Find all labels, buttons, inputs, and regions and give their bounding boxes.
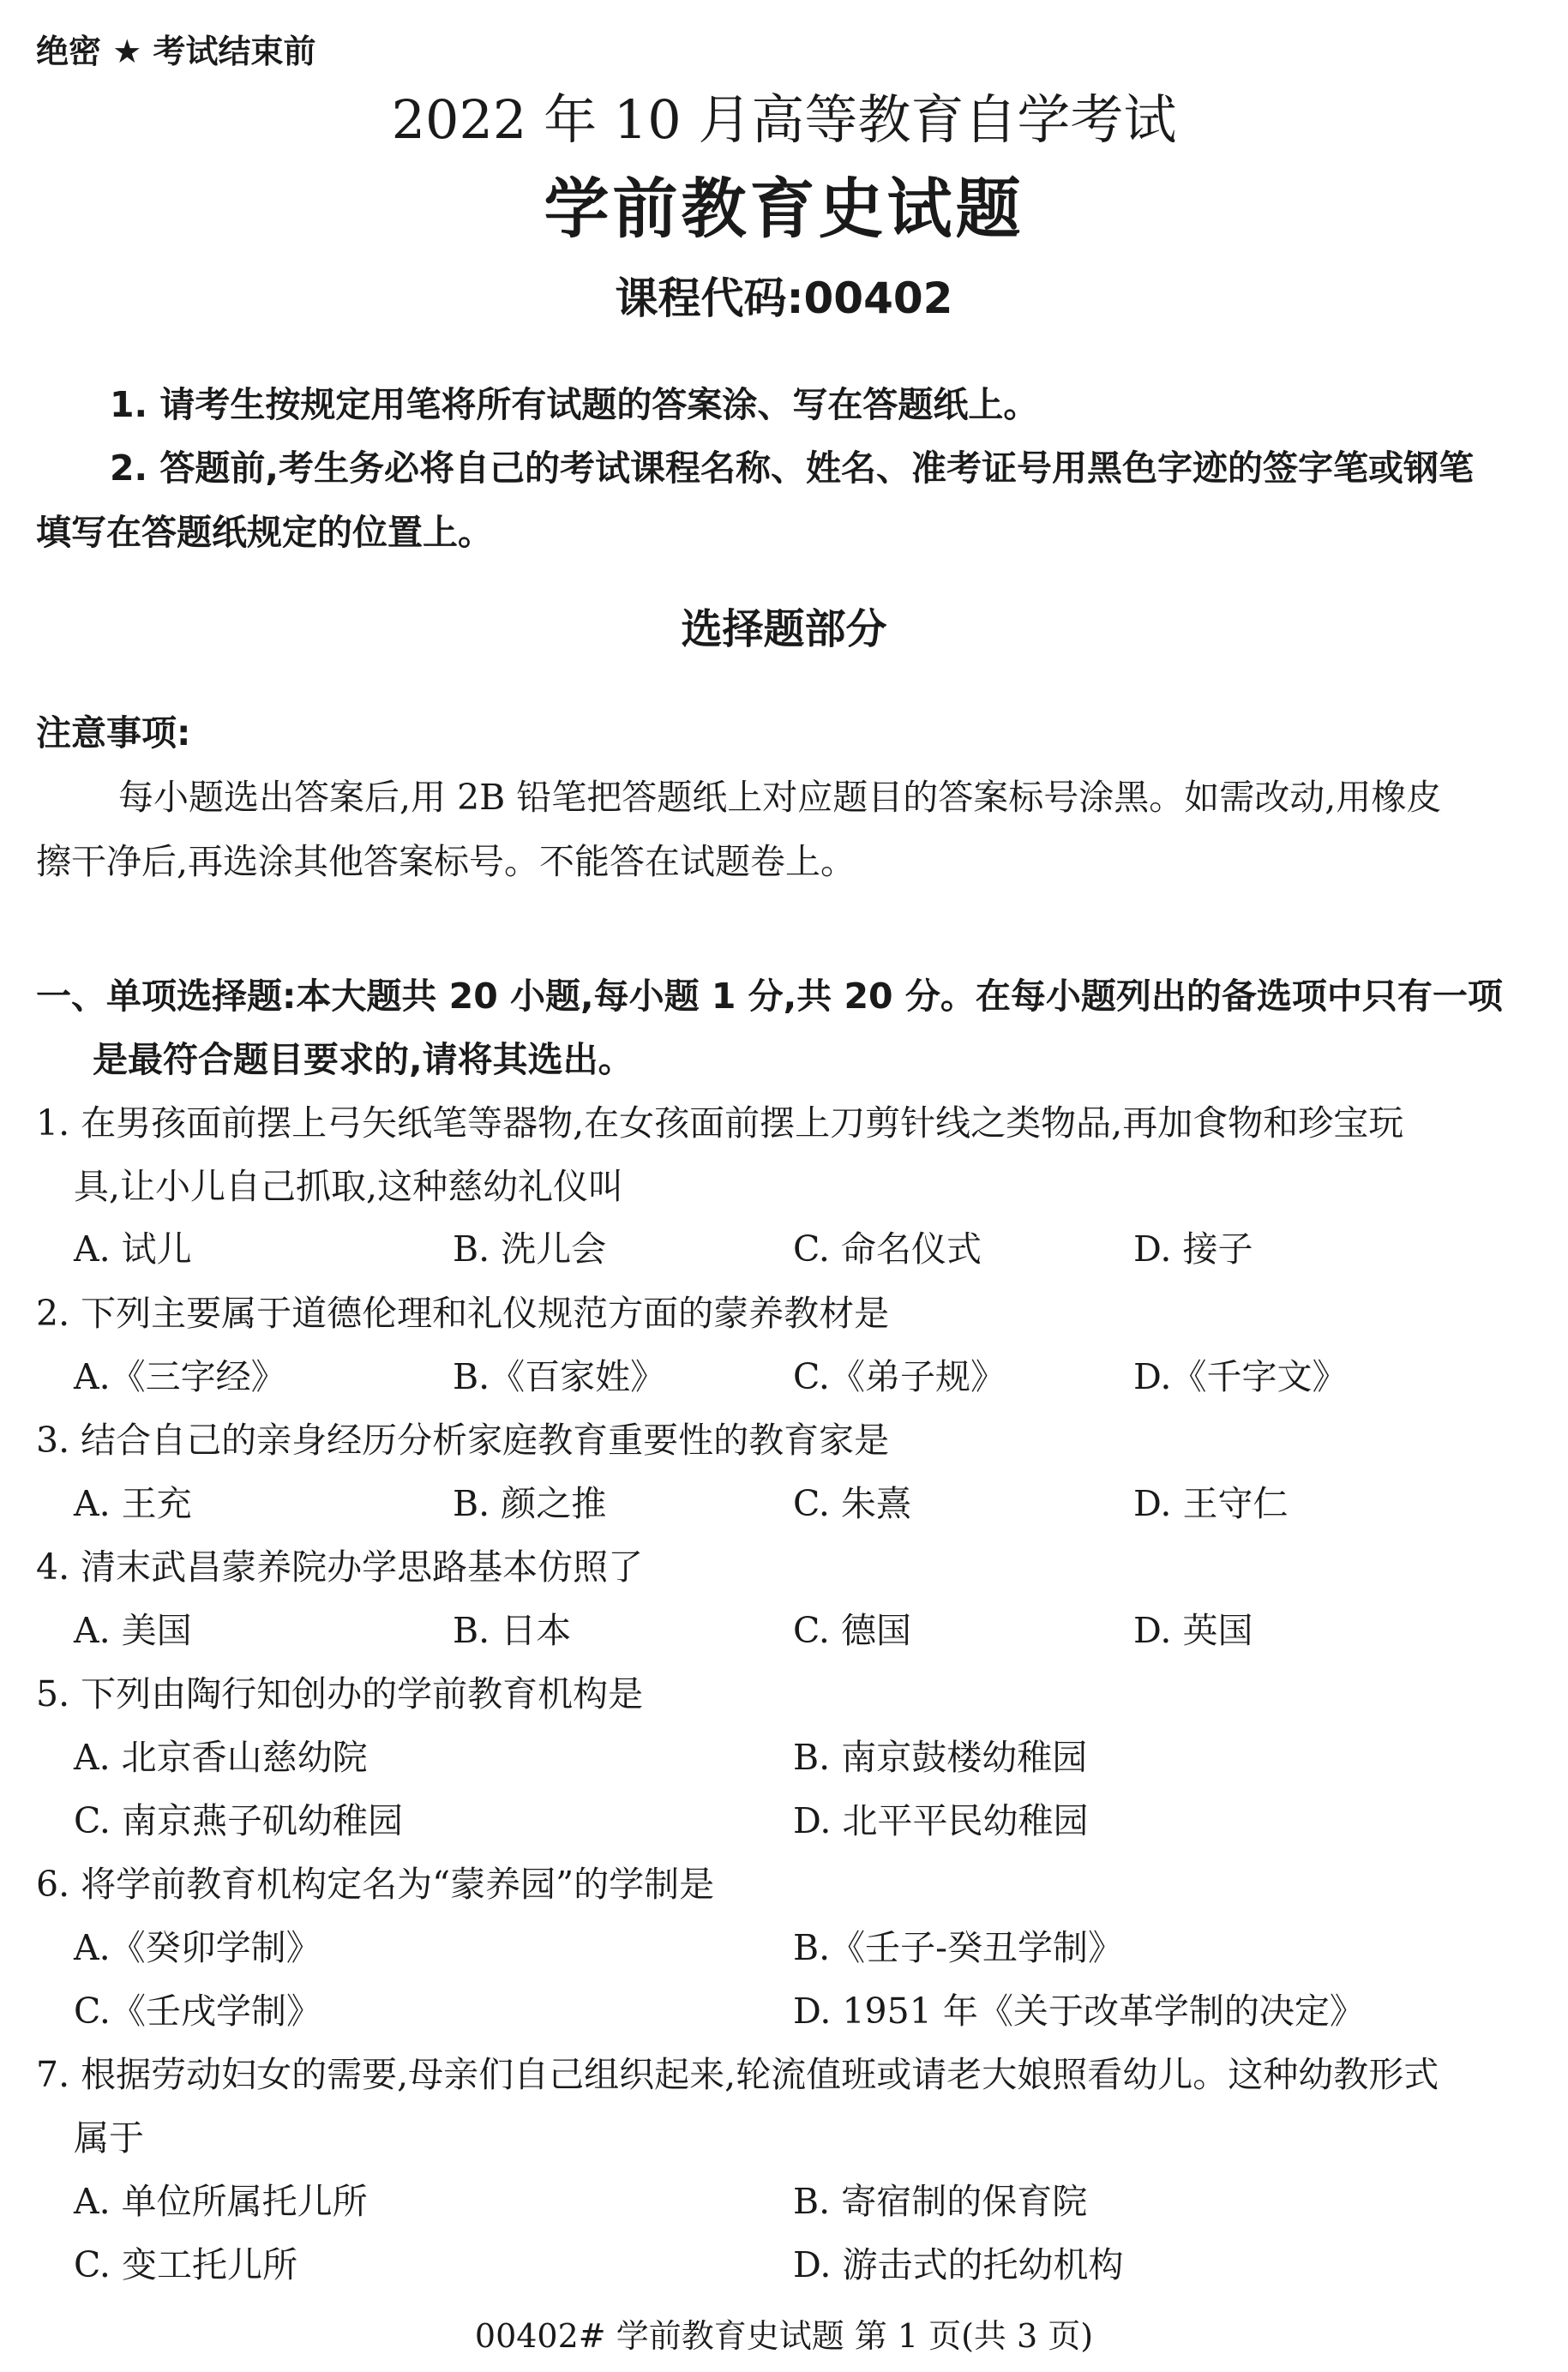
question-3-option-a: A. 王充 xyxy=(74,1483,192,1524)
question-4-option-a: A. 美国 xyxy=(74,1610,192,1651)
question-2-option-a: A.《三字经》 xyxy=(74,1356,286,1397)
question-4-option-d: D. 英国 xyxy=(1133,1610,1253,1651)
question-6-option-b: B.《壬子-癸丑学制》 xyxy=(793,1927,1124,1968)
part1-heading-cont: 是最符合题目要求的,请将其选出。 xyxy=(93,1039,634,1080)
course-code: 课程代码:00402 xyxy=(615,273,953,323)
notice-2: 2. 答题前,考生务必将自己的考试课程名称、姓名、准考证号用黑色字迹的签字笔或钢笔 xyxy=(110,447,1474,489)
question-7-stem: 7. 根据劳动妇女的需要,母亲们自己组织起来,轮流值班或请老大娘照看幼儿。这种幼教形式 xyxy=(36,2054,1439,2095)
page-footer: 00402# 学前教育史试题 第 1 页(共 3 页) xyxy=(474,2317,1094,2355)
question-6-option-a: A.《癸卯学制》 xyxy=(74,1927,321,1968)
question-4-stem: 4. 清末武昌蒙养院办学思路基本仿照了 xyxy=(36,1546,644,1588)
question-6-option-d: D. 1951 年《关于改革学制的决定》 xyxy=(793,1991,1365,2032)
question-2-option-d: D.《千字文》 xyxy=(1133,1356,1348,1397)
secret-label: 绝密 ★ 考试结束前 xyxy=(36,33,316,70)
part1-heading: 一、单项选择题:本大题共 20 小题,每小题 1 分,共 20 分。在每小题列出的备选项中只有一项 xyxy=(36,976,1503,1017)
question-1-option-a: A. 试儿 xyxy=(74,1228,192,1270)
question-5-option-c: C. 南京燕子矶幼稚园 xyxy=(74,1800,403,1841)
question-1-stem-cont: 具,让小儿自己抓取,这种慈幼礼仪叫 xyxy=(74,1166,624,1207)
attention-line-1: 每小题选出答案后,用 2B 铅笔把答题纸上对应题目的答案标号涂黑。如需改动,用橡皮 xyxy=(118,777,1442,818)
question-1-option-d: D. 接子 xyxy=(1133,1228,1253,1270)
question-4-option-c: C. 德国 xyxy=(793,1610,911,1651)
attention-label: 注意事项: xyxy=(36,712,191,754)
question-7-option-a: A. 单位所属托儿所 xyxy=(74,2181,368,2222)
question-5-stem: 5. 下列由陶行知创办的学前教育机构是 xyxy=(36,1673,644,1714)
question-1-stem: 1. 在男孩面前摆上弓矢纸笔等器物,在女孩面前摆上刀剪针线之类物品,再加食物和珍宝玩 xyxy=(36,1102,1404,1144)
question-2-stem: 2. 下列主要属于道德伦理和礼仪规范方面的蒙养教材是 xyxy=(36,1293,890,1334)
question-3-stem: 3. 结合自己的亲身经历分析家庭教育重要性的教育家是 xyxy=(36,1420,890,1461)
question-4-option-b: B. 日本 xyxy=(453,1610,572,1651)
question-3-option-c: C. 朱熹 xyxy=(793,1483,911,1524)
question-7-stem-cont: 属于 xyxy=(74,2117,144,2159)
question-7-option-d: D. 游击式的托幼机构 xyxy=(793,2244,1124,2285)
question-1-option-b: B. 洗儿会 xyxy=(453,1228,607,1270)
question-5-option-a: A. 北京香山慈幼院 xyxy=(74,1737,368,1778)
question-6-option-c: C.《壬戌学制》 xyxy=(74,1991,321,2032)
paper-title: 学前教育史试题 xyxy=(544,171,1024,247)
notice-2-cont: 填写在答题纸规定的位置上。 xyxy=(36,512,493,553)
question-2-option-c: C.《弟子规》 xyxy=(793,1356,1006,1397)
attention-line-2: 擦干净后,再选涂其他答案标号。不能答在试题卷上。 xyxy=(36,841,856,882)
exam-name: 2022 年 10 月高等教育自学考试 xyxy=(391,88,1177,151)
question-6-stem: 6. 将学前教育机构定名为“蒙养园”的学制是 xyxy=(36,1864,715,1905)
question-2-option-b: B.《百家姓》 xyxy=(453,1356,666,1397)
question-3-option-d: D. 王守仁 xyxy=(1133,1483,1289,1524)
question-1-option-c: C. 命名仪式 xyxy=(793,1228,982,1270)
question-5-option-d: D. 北平平民幼稚园 xyxy=(793,1800,1089,1841)
question-5-option-b: B. 南京鼓楼幼稚园 xyxy=(793,1737,1088,1778)
question-7-option-c: C. 变工托儿所 xyxy=(74,2244,297,2285)
section-title: 选择题部分 xyxy=(681,605,887,653)
question-7-option-b: B. 寄宿制的保育院 xyxy=(793,2181,1088,2222)
notice-1: 1. 请考生按规定用笔将所有试题的答案涂、写在答题纸上。 xyxy=(110,384,1039,425)
question-3-option-b: B. 颜之推 xyxy=(453,1483,607,1524)
